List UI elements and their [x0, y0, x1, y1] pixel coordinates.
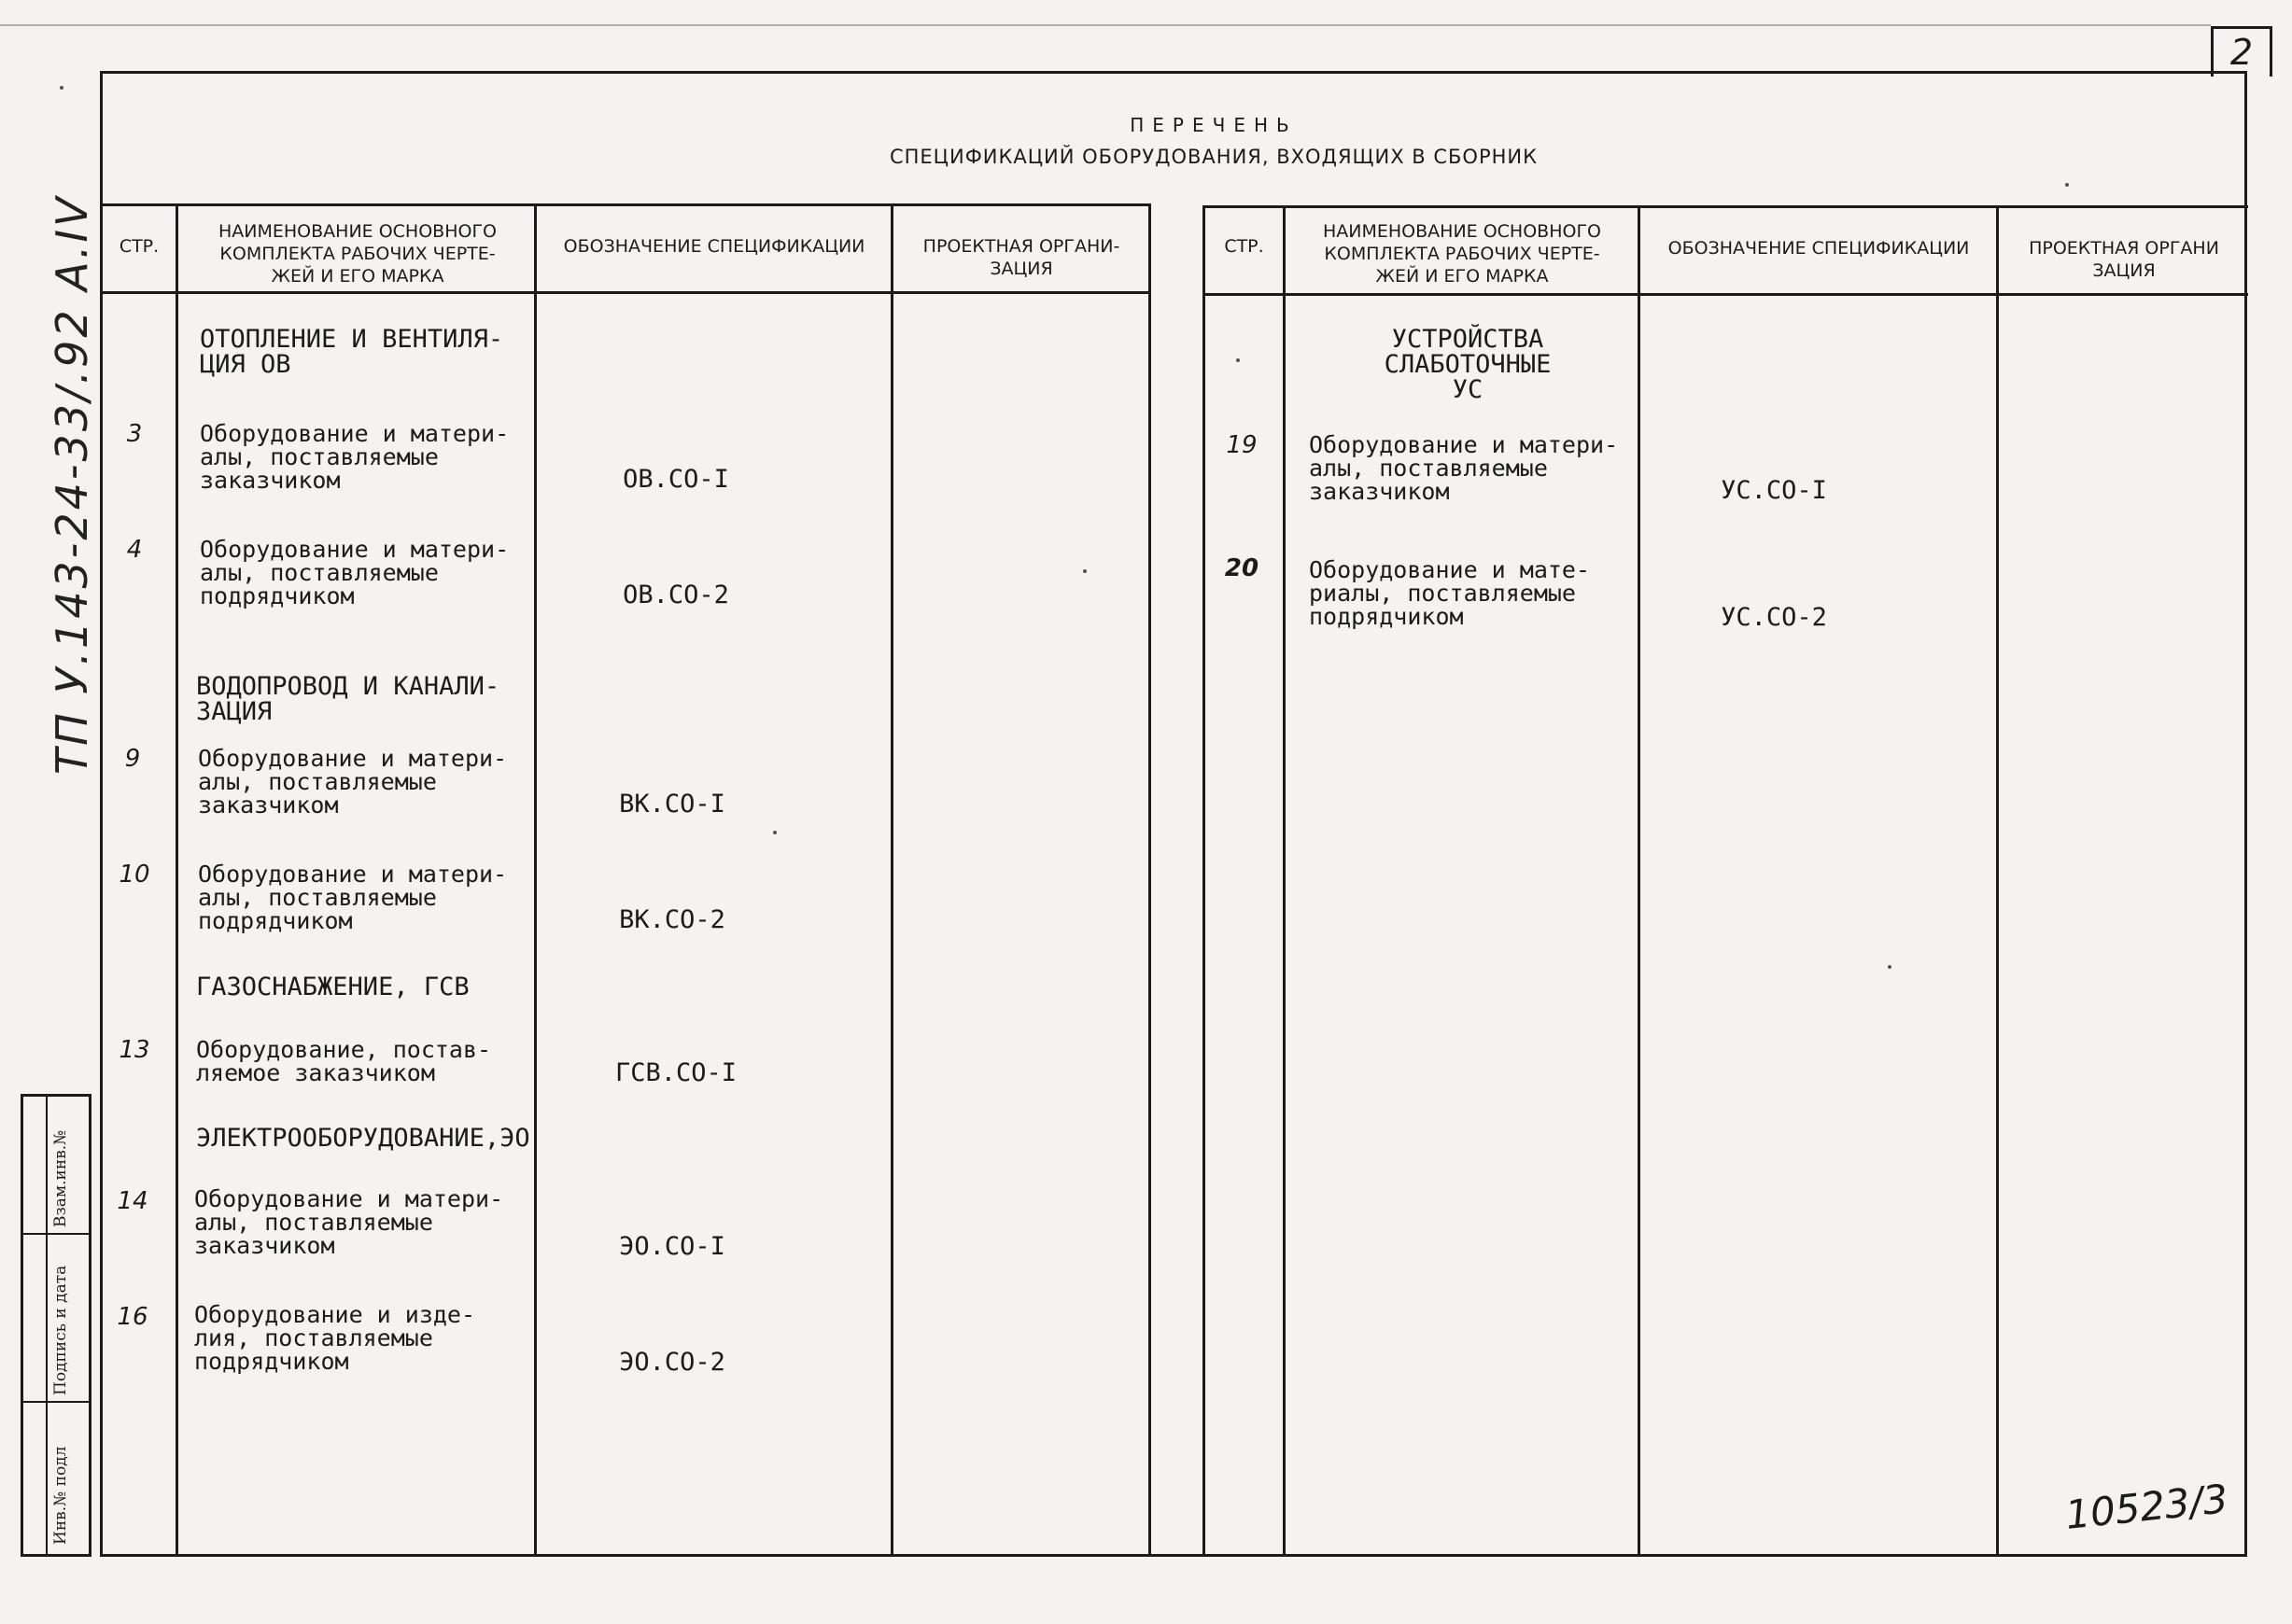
- section-title: ЭЛЕКТРООБОРУДОВАНИЕ,ЭО: [196, 1124, 530, 1153]
- row-page: 16: [117, 1303, 148, 1331]
- section-title: УСТРОЙСТВА СЛАБОТОЧНЫЕ УС: [1384, 325, 1552, 404]
- side-stamp-cell: [23, 1235, 89, 1403]
- scan-speck: [1083, 569, 1087, 573]
- side-stamp-label: Взам.инв.№: [51, 1129, 70, 1227]
- row-code: ЭО.СО-2: [619, 1348, 725, 1377]
- row-name: Оборудование и матери- алы, поставляемые подрядчиком: [200, 536, 510, 609]
- header-page: СТР.: [119, 236, 160, 257]
- document-title: ПЕРЕЧЕНЬ: [1130, 114, 1298, 136]
- table-top-rule: [100, 203, 1151, 206]
- header-name: НАИМЕНОВАНИЕ ОСНОВНОГО КОМПЛЕКТА РАБОЧИХ ЧЕРТЕ- ЖЕЙ И ЕГО МАРКА: [1323, 221, 1601, 287]
- side-stamp-cell: [23, 1403, 89, 1554]
- header-spec: ОБОЗНАЧЕНИЕ СПЕЦИФИКАЦИИ: [1667, 238, 1970, 259]
- scan-speck: [2065, 183, 2069, 187]
- col-rule: [1996, 205, 1999, 1557]
- header-name: НАИМЕНОВАНИЕ ОСНОВНОГО КОМПЛЕКТА РАБОЧИХ ЧЕРТЕ- ЖЕЙ И ЕГО МАРКА: [218, 221, 497, 287]
- header-spec: ОБОЗНАЧЕНИЕ СПЕЦИФИКАЦИИ: [563, 236, 865, 257]
- row-code: ВК.СО-2: [619, 905, 725, 934]
- row-code: ГСВ.СО-I: [614, 1058, 738, 1087]
- row-page: 9: [124, 745, 141, 773]
- header-bottom-rule-right: [1202, 293, 2248, 296]
- section-title: ВОДОПРОВОД И КАНАЛИ- ЗАЦИЯ: [196, 672, 500, 726]
- section-title: ГАЗОСНАБЖЕНИЕ, ГСВ: [196, 973, 470, 1001]
- side-stamp: [21, 1094, 91, 1557]
- scan-speck: [1236, 358, 1240, 362]
- row-code: ОВ.СО-2: [623, 581, 729, 609]
- col-rule: [891, 203, 893, 1557]
- section-title: ОТОПЛЕНИЕ И ВЕНТИЛЯ- ЦИЯ ОВ: [200, 325, 504, 379]
- row-name: Оборудование, постав- ляемое заказчиком: [196, 1036, 492, 1086]
- top-edge-line: [0, 24, 2211, 26]
- row-page: 4: [126, 536, 143, 564]
- row-page: 20: [1224, 554, 1259, 582]
- header-org: ПРОЕКТНАЯ ОРГАНИ- ЗАЦИЯ: [922, 236, 1120, 279]
- row-code: УС.СО-I: [1721, 476, 1827, 505]
- document-code: ТП У.143-24-33/.92 А.IV: [47, 194, 97, 775]
- sheet-number: 2: [2211, 26, 2272, 77]
- document-subtitle: СПЕЦИФИКАЦИЙ ОБОРУДОВАНИЯ, ВХОДЯЩИХ В СБОРНИК: [889, 146, 1539, 168]
- row-code: ОВ.СО-I: [623, 465, 729, 494]
- row-page: 10: [119, 861, 150, 889]
- scan-speck: [60, 86, 63, 90]
- col-rule: [1283, 205, 1286, 1557]
- row-name: Оборудование и мате- риалы, поставляемые подрядчиком: [1309, 556, 1591, 630]
- header-bottom-rule-left: [100, 291, 1151, 294]
- scan-speck: [1888, 965, 1891, 969]
- table-top-rule-right: [1202, 205, 2248, 208]
- row-name: Оборудование и матери- алы, поставляемые заказчиком: [200, 420, 510, 494]
- side-stamp-divider: [46, 1097, 48, 1554]
- scan-speck: [773, 831, 777, 834]
- col-rule: [176, 203, 178, 1557]
- row-code: УС.СО-2: [1721, 603, 1827, 632]
- side-stamp-label: Инв.№ подл: [51, 1446, 70, 1545]
- row-page: 19: [1226, 431, 1258, 459]
- col-rule: [1148, 203, 1151, 1557]
- row-name: Оборудование и матери- алы, поставляемые заказчиком: [1309, 431, 1619, 505]
- row-name: Оборудование и изде- лия, поставляемые подрядчиком: [194, 1301, 476, 1375]
- col-rule: [1638, 205, 1640, 1557]
- row-code: ВК.СО-I: [619, 790, 725, 819]
- row-code: ЭО.СО-I: [619, 1232, 725, 1261]
- header-page: СТР.: [1224, 236, 1264, 257]
- row-name: Оборудование и матери- алы, поставляемые подрядчиком: [198, 861, 508, 934]
- row-page: 3: [126, 420, 143, 448]
- row-name: Оборудование и матери- алы, поставляемые заказчиком: [194, 1185, 504, 1259]
- row-name: Оборудование и матери- алы, поставляемые заказчиком: [198, 745, 508, 819]
- header-org: ПРОЕКТНАЯ ОРГАНИ ЗАЦИЯ: [2029, 238, 2219, 281]
- col-rule: [1202, 205, 1205, 1557]
- side-stamp-label: Подпись и дата: [51, 1265, 70, 1395]
- side-stamp-cell: [23, 1097, 89, 1235]
- row-page: 14: [117, 1187, 148, 1215]
- archive-number: 10523/3: [2062, 1476, 2230, 1538]
- row-page: 13: [119, 1036, 150, 1064]
